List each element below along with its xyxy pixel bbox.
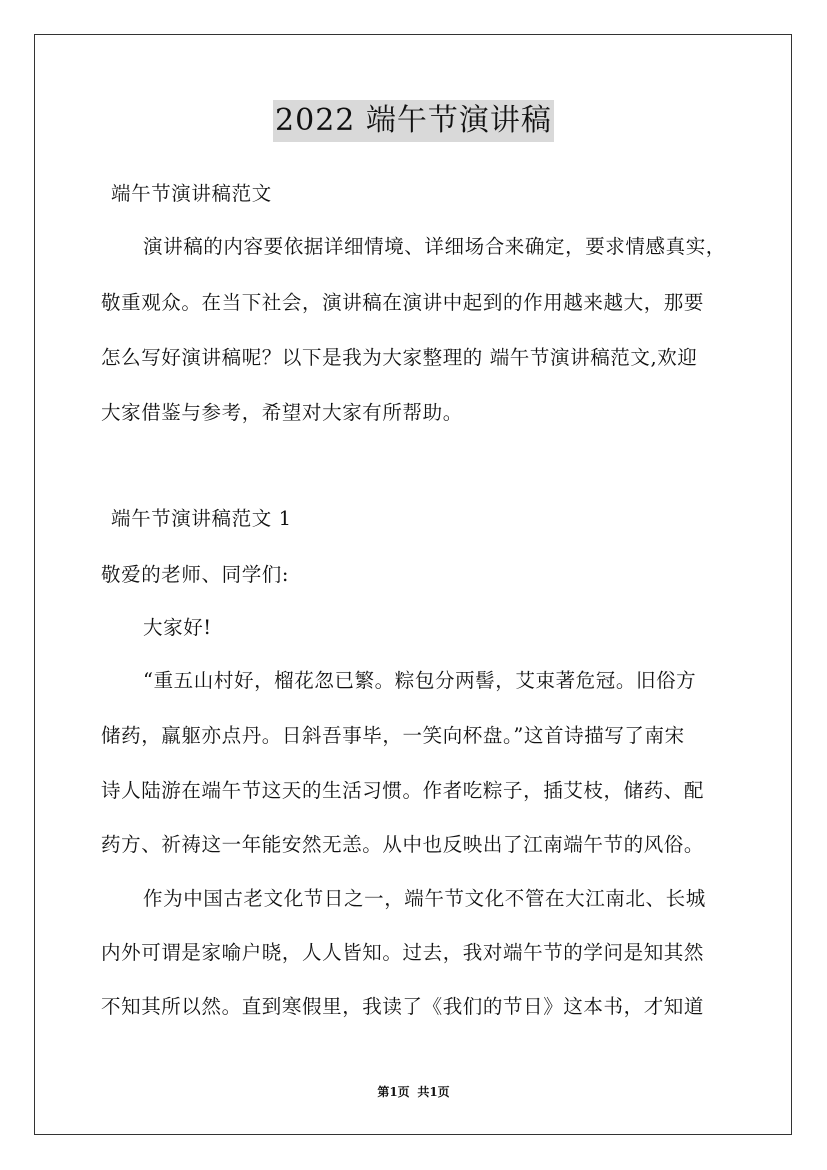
page-footer	[0, 1083, 827, 1101]
section-heading: 端午节演讲稿范文 1	[111, 507, 292, 530]
body-line-7: 不知其所以然。直到寒假里，我读了《我们的节日》这本书，才知道	[101, 995, 705, 1018]
page-number: 第1页	[377, 1085, 410, 1099]
body-line-3: 诗人陆游在端午节这天的生活习惯。作者吃粽子，插艾枝，储药、配	[101, 779, 705, 802]
subtitle: 端午节演讲稿范文	[111, 182, 272, 205]
body-line-2: 储药，羸躯亦点丹。日斜吾事毕，一笑向杯盘。”这首诗描写了南宋	[101, 724, 685, 747]
intro-line-1: 演讲稿的内容要依据详细情境、详细场合来确定，要求情感真实，	[143, 235, 726, 258]
document-title: 2022 端午节演讲稿	[273, 100, 554, 142]
body-line-5: 作为中国古老文化节日之一，端午节文化不管在大江南北、长城	[143, 887, 706, 910]
page-total: 共1页	[417, 1085, 450, 1099]
greeting: 大家好!	[143, 616, 212, 639]
intro-line-2: 敬重观众。在当下社会，演讲稿在演讲中起到的作用越来越大，那要	[101, 291, 705, 314]
title-container	[0, 100, 827, 142]
salutation: 敬爱的老师、同学们:	[101, 563, 290, 586]
intro-line-3: 怎么写好演讲稿呢？以下是我为大家整理的 端午节演讲稿范文,欢迎	[101, 346, 698, 369]
body-line-6: 内外可谓是家喻户晓，人人皆知。过去，我对端午节的学问是知其然	[101, 941, 705, 964]
intro-line-4: 大家借鉴与参考，希望对大家有所帮助。	[101, 401, 463, 424]
body-line-1: “重五山村好，榴花忽已繁。粽包分两髻，艾束著危冠。旧俗方	[143, 669, 697, 692]
body-line-4: 药方、祈祷这一年能安然无恙。从中也反映出了江南端午节的风俗。	[101, 833, 705, 856]
